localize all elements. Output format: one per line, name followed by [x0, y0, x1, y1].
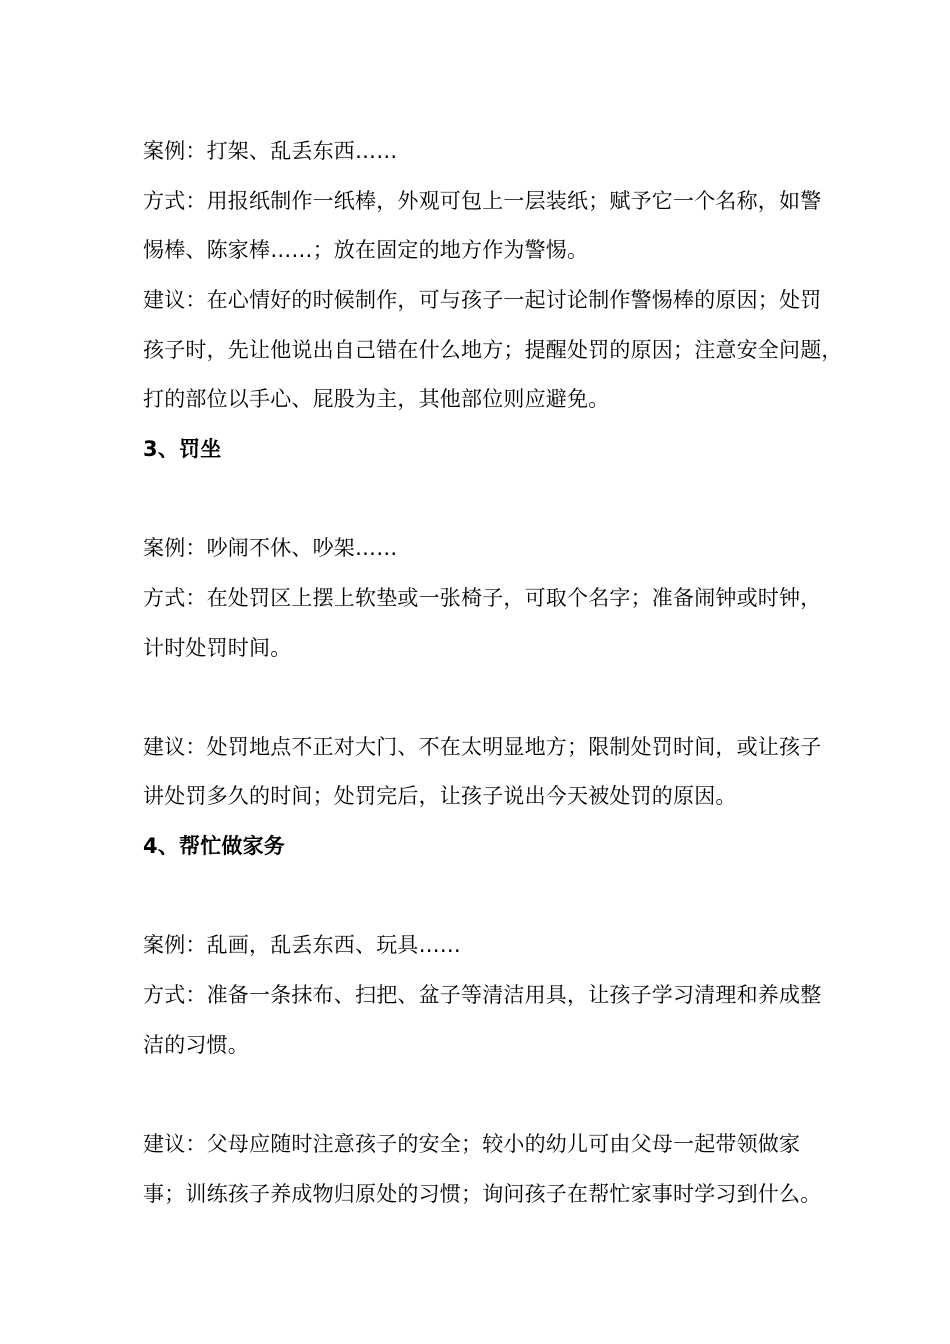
section-2-advice-line-3: 打的部位以手心、屁股为主，其他部位则应避免。: [143, 387, 610, 411]
section-2-advice-line-2: 孩子时，先让他说出自己错在什么地方；提醒处罚的原因；注意安全问题，: [143, 338, 843, 362]
section-2-method-line-1: 方式：用报纸制作一纸棒，外观可包上一层装纸；赋予它一个名称，如警: [143, 189, 822, 213]
section-4-advice-line-2: 事；训练孩子养成物归原处的习惯；询问孩子在帮忙家事时学习到什么。: [143, 1182, 822, 1206]
section-4-method-line-1: 方式：准备一条抹布、扫把、盆子等清洁用具，让孩子学习清理和养成整: [143, 983, 822, 1007]
section-2-case: 案例：打架、乱丢东西……: [143, 139, 398, 163]
section-4-heading: 4、帮忙做家务: [143, 834, 286, 858]
section-3-advice-line-2: 讲处罚多久的时间；处罚完后，让孩子说出今天被处罚的原因。: [143, 784, 737, 808]
section-2-method-line-2: 惕棒、陈家棒……；放在固定的地方作为警惕。: [143, 238, 589, 262]
section-4-method-line-2: 洁的习惯。: [143, 1033, 249, 1057]
section-4-case: 案例：乱画，乱丢东西、玩具……: [143, 933, 461, 957]
section-4-advice-line-1: 建议：父母应随时注意孩子的安全；较小的幼儿可由父母一起带领做家: [143, 1132, 801, 1156]
section-3-method-line-2: 计时处罚时间。: [143, 636, 292, 660]
section-2-advice-line-1: 建议：在心情好的时候制作，可与孩子一起讨论制作警惕棒的原因；处罚: [143, 288, 822, 312]
section-3-case: 案例：吵闹不休、吵架……: [143, 536, 398, 560]
section-3-advice-line-1: 建议：处罚地点不正对大门、不在太明显地方；限制处罚时间，或让孩子: [143, 735, 822, 759]
section-3-heading: 3、罚坐: [143, 437, 222, 461]
section-3-method-line-1: 方式：在处罚区上摆上软垫或一张椅子，可取个名字；准备闹钟或时钟，: [143, 586, 822, 610]
